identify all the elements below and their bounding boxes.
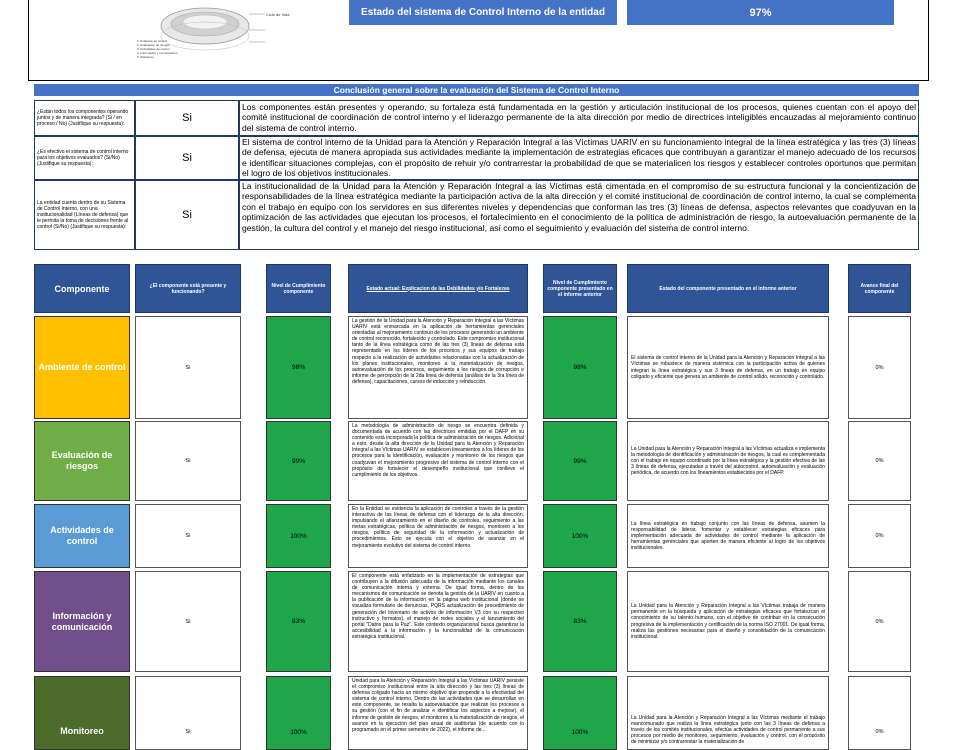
advance-cell: 0% (848, 676, 911, 750)
cycle-diagram-icon (115, 0, 295, 62)
present-cell: Si (135, 421, 241, 501)
present-cell: Si (135, 676, 241, 750)
conclusion-question: ¿Es efectivo el sistema de control interno para los objetivos evaluados? (Si/No) (Justifique su respuesta): (34, 136, 135, 180)
prev-level-cell: 99% (543, 421, 617, 501)
diagram-label: 2. Evaluación de riesgos (137, 43, 170, 47)
level-cell: 100% (266, 504, 331, 568)
header-level: Nivel de Cumplimiento componente (266, 264, 331, 313)
conclusion-answer: Si (135, 100, 239, 136)
prev-level-cell: 83% (543, 571, 617, 672)
advance-cell: 0% (848, 504, 911, 568)
diagram-label: 5. Monitoreo (137, 55, 154, 59)
status-banner-value: 97% (627, 0, 894, 25)
state-cell: El componente está enfatizado en la implementación de estrategias que contribuyen a la difusión adecuada de la información mediante los canales de comunicación interna y externa. De igual forma, dentro de los mecanismos de comunicación se denota la gestión de la UARIV en cuanto a la publicación de la información en la página web institucional (donde se visualiza formulario de denuncias, PQRS actualización de procedimiento de generación del inventario de activos de información V3 con su respectivo instructivo y formatos), el manejo de redes sociales y el lanzamiento del portal "Datos para la Paz". Este contexto organizacional busca garantizar la accesibilidad a la información y la funcionalidad de la comunicación estratégica institucional. (348, 571, 528, 672)
level-cell: 98% (266, 316, 331, 419)
prev-state-cell: La Unidad para la Atención y Reparación Integral a las Víctimas mediante el trabajo mancomunado que realiza la línea estratégica junto con las 3 líneas de defensa a través de los comités institucionales, efectúa actividades de control permanente a sus procesos por medio de monitoreo, seguimiento, evaluación y control, con el propósito de minimizar y/o contrarrestar la materialización de (627, 676, 829, 750)
diagram-label: Ciclo de Vida (266, 12, 290, 17)
diagram-label: 1. Ambiente de control (137, 39, 167, 43)
header-prev-level: Nivel de Cumplimiento componente presentado en el informe anterior (543, 264, 617, 313)
mecanismo-diagram (115, 0, 295, 62)
conclusion-justification: Los componentes están presentes y operando, su fortaleza está fundamentada en la gestión y articulación institucional de los procesos, quienes cuentan con el apoyo del comité institucional de coordinación de control interno y el liderazgo permanente de la alta dirección por medio de directrices inteligibles encauzadas al mejoramiento continuo del sistema de control interno. (239, 100, 919, 136)
state-cell: La gestión de la Unidad para la Atención y Reparación Integral a las Víctimas UARIV está enmarcada en la aplicación de herramientas gerenciales orientadas al mejoramiento continuo de los procesos generando un ambiente de control reconocido, fortalecido y controlado. Este compromiso institucional tanto de la línea estratégica como de las tres (3) líneas de defensa está representado en los líderes de los procesos y sus equipos de trabajo respecto a la realización de actividades relacionadas con la actualización de los planes institucionales, monitoreo a la materialización de riesgos, autoevaluación de los procesos, seguimiento a los riesgos de corrupción e informe de percepción de la 2da línea de defensa (análisis de la 3ra línea de defensa), capacitaciones, cursos de inducción y reinducción. (348, 316, 528, 419)
component-cell: Ambiente de control (34, 316, 130, 419)
state-cell: La metodología de administración de riesgo se encuentra definida y documentada de acuerdo con las directrices emitidas por el DAFP en su contenido está incorporada la política de administración de riesgos. Adicional a esto, desde la alta dirección de la Unidad para la Atención y Reparación Integral a las Víctimas UARIV se establecen lineamientos a los líderes de los procesos para la identificación, evaluación y monitoreo de los riesgos que coadyuvan el mejoramiento progresivo del sistema de control interno con el propósito de fortalecer el desempeño institucional que conlleve el cumplimiento de los objetivos. (348, 421, 528, 501)
prev-level-cell: 100% (543, 676, 617, 750)
conclusion-justification: El sistema de control interno de la Unidad para la Atención y Reparación Integral a las Víctimas UARIV en su funcionamiento integral de la línea estratégica y las tres (3) líneas de defensa, ejecuta de manera apropiada sus actividades mediante la implementación de estrategias eficaces que contribuyan a garantizar el manejo adecuado de los recursos e identificar situaciones complejas, con el propósito de rehuir y/o contrarrestar la probabilidad de que se materialicen los riesgos y establecer controles oportunos que permitan el logro de los objetivos institucionales. (239, 136, 919, 180)
advance-cell: 0% (848, 316, 911, 419)
present-cell: Si (135, 571, 241, 672)
prev-level-cell: 98% (543, 316, 617, 419)
prev-level-cell: 100% (543, 504, 617, 568)
diagram-label: 3. Actividades de control (137, 47, 170, 51)
prev-state-cell: La Unidad para la Atención y Reparación Integral a las Víctimas actualiza e implementa la metodología de identificación y administración de riesgos, la cual es complementada con el trabajo en equipo coordinado por la línea estratégica y la gestión efectiva de las 3 líneas de defensa, ejecutadas a través del autocontrol, autoevaluación y evaluación periódica, de acuerdo con los lineamientos establecidos por el DAFP. (627, 421, 829, 501)
diagram-label: 4. Información y comunicación (137, 51, 178, 55)
header-advance: Avance final del componente (848, 264, 911, 313)
level-cell: 99% (266, 421, 331, 501)
component-cell: Actividades de control (34, 504, 130, 568)
state-cell: Unidad para la Atención y Reparación Integral a las Víctimas UARIV persiste el compromiso institucional entre la alta dirección y las tres (3) líneas de defensa coligado hacia un mismo objetivo que propende a la efectividad del sistema de control interno. Dentro de las actividades que se desarrollan en este componente, se resalta la autoevaluación que realizan los procesos a su gestión (con el fin de analizar e identificar los aspectos a mejorar), el informe de gestión de riesgos, el monitoreo a la materialización de riesgos, el avance en la ejecución del plan anual de auditorías (de acuerdo con lo programado en el primer semestre de 2022), el informe de... (348, 676, 528, 750)
prev-state-cell: El sistema de control interno de la Unidad para la Atención y Reparación Integral a las Víctimas se robustece de manera sistémica con la participación activa de quienes integran la línea estratégica y sus 3 líneas de defensa, en un trabajo en equipo coligado y eficiente que genera un ambiente de control sólido, reconocido y controlado. (627, 316, 829, 419)
present-cell: Si (135, 504, 241, 568)
conclusion-question: ¿Están todos los componentes operando juntos y de manera integrada? (Si / en proceso / No) (Justifique su respuesta): (34, 100, 135, 136)
conclusion-answer: Si (135, 180, 239, 250)
component-cell: Información y comunicación (34, 571, 130, 672)
present-cell: Si (135, 316, 241, 419)
level-cell: 83% (266, 571, 331, 672)
conclusion-question: La entidad cuenta dentro de su Sistema de Control Interno, con una institucionalidad (Líneas de defensa) que le permita la toma de decisiones frente al control (Si/No) (Justifique su respuesta): (34, 180, 135, 250)
prev-state-cell: La Unidad para la Atención y Reparación Integral a las Víctimas trabaja de manera permanente en la búsqueda y aplicación de estrategias eficaces que fortalezcan el conocimiento de su talento humano, con el objetivo de contribuir en la consecución progresiva de la implementación y certificación de la norma ISO 27001. De igual forma, realiza las gestiones necesarias para el diseño y consolidación de la comunicación institucional. (627, 571, 829, 672)
advance-cell: 0% (848, 571, 911, 672)
component-cell: Evaluación de riesgos (34, 421, 130, 501)
advance-cell: 0% (848, 421, 911, 501)
prev-state-cell: La línea estratégica en trabajo conjunto con las líneas de defensa, asumen la responsabilidad de liderar, fomentar y establecer estrategias eficaces para implementación adecuada de actividades de control mediante la aplicación de herramientas gerenciales que aporten de manera eficiente al logro de los objetivos institucionales. (627, 504, 829, 568)
conclusion-title: Conclusión general sobre la evaluación del Sistema de Control Interno (34, 84, 919, 96)
header-present: ¿El componente está presente y funcionando? (135, 264, 241, 313)
component-cell: Monitoreo (34, 676, 130, 750)
header-state: Estado actual: Explicacion de las Debilidades y/o Fortalezas (348, 264, 528, 313)
status-banner-label: Estado del sistema de Control Interno de la entidad (349, 0, 617, 25)
conclusion-answer: Si (135, 136, 239, 180)
level-cell: 100% (266, 676, 331, 750)
header-prev-state: Estado del componente presentado en el informe anterior (627, 264, 829, 313)
header-component: Componente (34, 264, 130, 313)
state-cell: En la Entidad se evidencia la aplicación de controles a través de la gestión interactiva de las líneas de defensa con el liderazgo de la alta dirección, impulsando el afianzamiento en el diseño de controles, seguimiento a las metas estratégicas, política de administración de riesgos, monitoreo a los riesgos, política de seguridad de la información y actualización de procedimientos. Esto se ejecuta con el objetivo de avanzar en el mejoramiento evolutivo del sistema de control interno. (348, 504, 528, 568)
conclusion-justification: La institucionalidad de la Unidad para la Atención y Reparación Integral a las Víctimas está cimentada en el compromiso de su estructura funcional y la concientización de responsabilidades de la línea estratégica mediante la participación activa de la alta dirección y el comité institucional de coordinación de control interno, la cual se complementa con el trabajo en equipo con los servidores en sus diferentes niveles y dependencias que conforman las tres (3) líneas de defensa, aspectos relevantes que coadyuvan en la optimización de las actividades que ejecutan los procesos, el fortalecimiento en el conocimiento de la política de administración de riesgo, la autoevaluación permanente de la gestión, la cultura del control y el manejo del riesgo institucional, así como el seguimiento y evaluación del sistema de control interno. (239, 180, 919, 250)
